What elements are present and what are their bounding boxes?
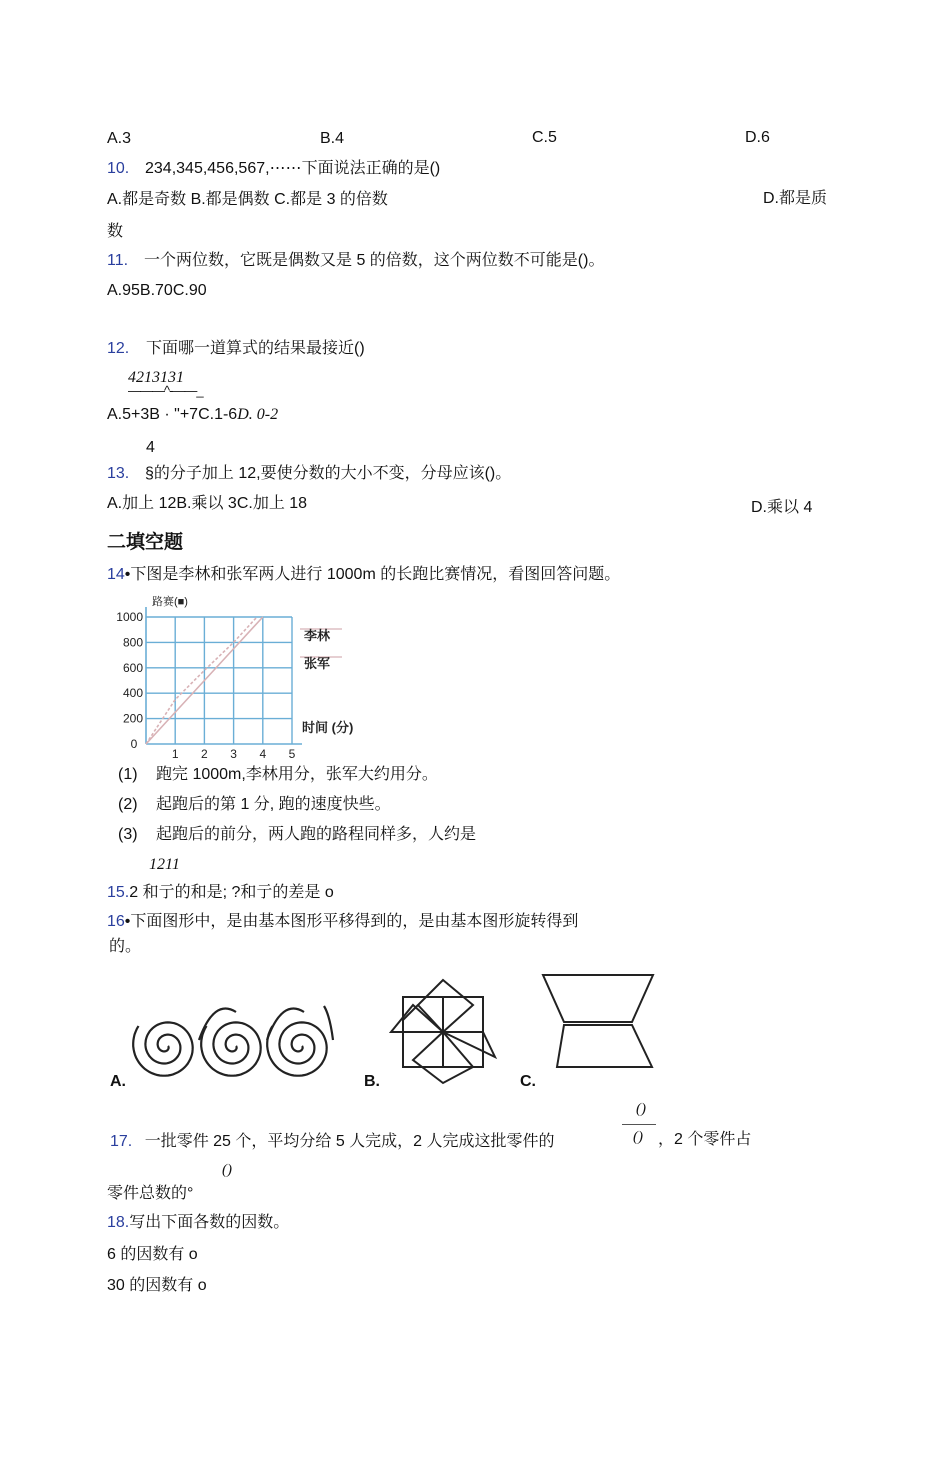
q10-options: A.都是奇数 B.都是偶数 C.都是 3 的倍数	[107, 191, 388, 208]
q10-text: 234,345,456,567,⋯⋯下面说法正确的是()	[145, 160, 441, 177]
x-tick-label: 1	[171, 747, 179, 761]
q12-fraction-top: 4213131	[128, 369, 184, 386]
chart-ticks	[116, 610, 295, 761]
q14-sub2: 起跑后的第 1 分, 跑的速度快些。	[156, 796, 391, 813]
q14-number: 14	[107, 566, 125, 583]
q18-line1: 6 的因数有 o	[107, 1246, 198, 1263]
chart-grid	[146, 617, 292, 744]
chart-x-axis-label: 时间 (分)	[302, 720, 354, 735]
x-tick-label: 5	[288, 747, 296, 761]
q18-number: 18.	[107, 1214, 130, 1231]
y-tick-label: 400	[122, 686, 143, 701]
q13-text: §的分子加上 12,要使分数的大小不变，分母应该()。	[145, 465, 512, 482]
x-tick-label: 4	[259, 747, 267, 761]
q16-line	[107, 912, 578, 932]
q14-sub3: 起跑后的前分，两人跑的路程同样多，人约是	[156, 826, 477, 843]
x-tick-label: 2	[201, 747, 208, 761]
q18-line2: 30 的因数有 o	[107, 1277, 207, 1294]
q14-sub1: 跑完 1000m,李林用分，张军大约用分。	[156, 766, 438, 783]
q11-number: 11.	[107, 252, 129, 269]
q17-text-after: ，2 个零件占	[658, 1131, 752, 1148]
q12-fraction-bottom: 4	[146, 439, 155, 456]
q17-text: 一批零件 25 个，平均分给 5 人完成，2 人完成这批零件的	[144, 1133, 555, 1150]
q16-text-cont: 的。	[109, 938, 142, 955]
q17-line	[110, 1132, 555, 1152]
q14-after: 1211	[149, 856, 180, 873]
q13-option-d: D.乘以 4	[751, 499, 813, 516]
chart-axes	[146, 607, 302, 744]
q17-fraction-bottom: ()	[633, 1129, 643, 1145]
q13-number: 13.	[107, 465, 130, 482]
q12-text: 下面哪一道算式的结果最接近()	[146, 340, 365, 357]
q17-text-cont: 零件总数的°	[107, 1185, 194, 1202]
legend-entry: 张军	[304, 656, 331, 671]
figure-b-pinwheel	[383, 975, 503, 1095]
q17-fraction-top: ()	[636, 1101, 646, 1117]
q12-options-main: A.5+3B · "+7C.1-6	[107, 406, 238, 423]
y-tick-label: 200	[122, 711, 143, 726]
q10-number: 10.	[107, 160, 130, 177]
q17-paren-below: ()	[222, 1162, 232, 1178]
chart-legend	[300, 628, 342, 671]
q10-option-d-cont: 数	[107, 223, 124, 240]
figure-a-label: A.	[110, 1073, 126, 1090]
figure-c-label: C.	[520, 1073, 536, 1090]
q16-text: •下面图形中，是由基本图形平移得到的，是由基本图形旋转得到	[124, 913, 579, 930]
q17-fraction-bar	[622, 1124, 656, 1125]
line-chart	[110, 592, 370, 762]
x-tick-label: 3	[230, 747, 237, 761]
q12-fraction-line: ———^-——_	[128, 383, 203, 398]
figure-b-label: B.	[364, 1073, 380, 1090]
q12-options-tail: D. 0-2	[237, 406, 279, 423]
q15-line	[107, 883, 334, 903]
chart-y-axis-label: 路赛(■)	[152, 596, 188, 608]
q11-options: A.95B.70C.90	[107, 282, 207, 299]
q9-option-c: C.5	[532, 129, 557, 146]
q16-number: 16	[107, 913, 125, 930]
q14-sub3-number: (3)	[118, 826, 138, 843]
q12-number: 12.	[107, 340, 130, 357]
q17-number: 17.	[110, 1133, 133, 1150]
figure-c-hourglass	[540, 970, 660, 1075]
q9-option-a: A.3	[107, 130, 132, 147]
y-tick-label: 800	[122, 635, 143, 650]
y-tick-label: 600	[122, 660, 143, 675]
q18-text: 写出下面各数的因数。	[129, 1214, 290, 1231]
q12-options	[107, 405, 278, 425]
q9-option-b: B.4	[320, 130, 345, 147]
q15-text: 2 和亍的和是; ?和亍的差是 o	[129, 884, 334, 901]
q14-text: •下图是李林和张军两人进行 1000m 的长跑比赛情况，看图回答问题。	[124, 566, 621, 583]
q9-option-d: D.6	[745, 129, 770, 146]
x-tick-label: 0	[130, 737, 138, 751]
q11-text: 一个两位数，它既是偶数又是 5 的倍数，这个两位数不可能是()。	[144, 252, 605, 269]
q10-option-d: D.都是质	[763, 190, 828, 207]
q13-options: A.加上 12B.乘以 3C.加上 18	[107, 495, 308, 512]
legend-entry: 李林	[304, 628, 331, 643]
section-heading: 二填空题	[107, 532, 184, 553]
q14-sub1-number: (1)	[118, 766, 138, 783]
y-tick-label: 1000	[116, 610, 143, 624]
figure-a-spirals	[134, 996, 334, 1086]
q15-number: 15.	[107, 884, 130, 901]
q18-line	[107, 1213, 289, 1233]
q14-text-line	[107, 565, 620, 585]
q14-sub2-number: (2)	[118, 796, 138, 813]
